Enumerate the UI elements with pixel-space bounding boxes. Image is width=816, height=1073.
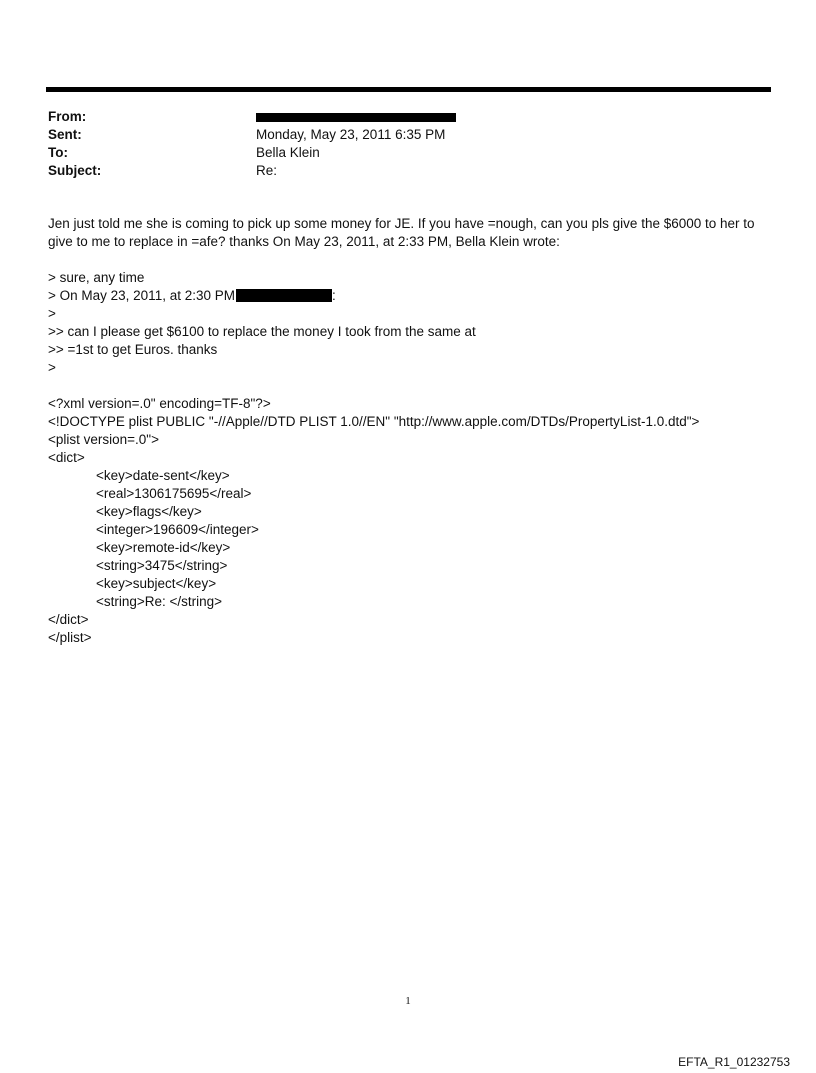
body-intro: Jen just told me she is coming to pick up some money for JE. If you have =nough, can you pls give the $6000 to her to give to me to replace in =afe? thanks On May 23, 2011, at 2:33 PM, Bella Klein wrote: xyxy=(48,216,759,249)
xml-line: <!DOCTYPE plist PUBLIC "-//Apple//DTD PLIST 1.0//EN" "http://www.apple.com/DTDs/PropertyList-1.0.dtd"> xyxy=(48,414,700,429)
sent-row xyxy=(48,126,768,144)
to-row xyxy=(48,144,768,162)
xml-line: <string>3475</string> xyxy=(96,558,228,573)
redaction-block xyxy=(256,113,456,122)
from-label: From: xyxy=(48,109,87,124)
subject-value: Re: xyxy=(256,163,278,178)
spacer xyxy=(48,251,768,269)
quoted-line: >> =1st to get Euros. thanks xyxy=(48,342,218,357)
sent-value: Monday, May 23, 2011 6:35 PM xyxy=(256,127,446,142)
xml-line: <key>subject</key> xyxy=(96,576,217,591)
sent-label: Sent: xyxy=(48,127,82,142)
subject-label: Subject: xyxy=(48,163,102,178)
xml-line: <integer>196609</integer> xyxy=(96,522,259,537)
xml-line: </dict> xyxy=(48,612,89,627)
xml-line: <dict> xyxy=(48,450,85,465)
to-label: To: xyxy=(48,145,68,160)
quoted-line-with-redaction xyxy=(48,287,768,305)
xml-line: <plist version=.0"> xyxy=(48,432,159,447)
from-row xyxy=(48,108,768,126)
header-rule xyxy=(46,87,771,92)
email-body xyxy=(48,215,768,647)
email-header xyxy=(48,108,768,180)
quoted-line-tail: : xyxy=(331,288,336,303)
quoted-line: > xyxy=(48,306,56,321)
from-value xyxy=(256,108,456,126)
spacer xyxy=(48,377,768,395)
xml-line: <key>date-sent</key> xyxy=(96,468,230,483)
redaction-block xyxy=(236,289,332,302)
quoted-line: >> can I please get $6100 to replace the money I took from the same at xyxy=(48,324,476,339)
xml-line: <string>Re: </string> xyxy=(96,594,223,609)
xml-line: <?xml version=.0" encoding=TF-8"?> xyxy=(48,396,271,411)
xml-line: </plist> xyxy=(48,630,92,645)
xml-line: <real>1306175695</real> xyxy=(96,486,252,501)
to-value: Bella Klein xyxy=(256,145,320,160)
xml-line: <key>flags</key> xyxy=(96,504,202,519)
document-id: EFTA_R1_01232753 xyxy=(678,1055,790,1069)
xml-line: <key>remote-id</key> xyxy=(96,540,231,555)
quoted-line-text: > On May 23, 2011, at 2:30 PM xyxy=(48,288,235,303)
subject-row xyxy=(48,162,768,180)
quoted-line: > xyxy=(48,360,56,375)
quoted-line: > sure, any time xyxy=(48,270,145,285)
page-number: 1 xyxy=(405,995,411,1007)
